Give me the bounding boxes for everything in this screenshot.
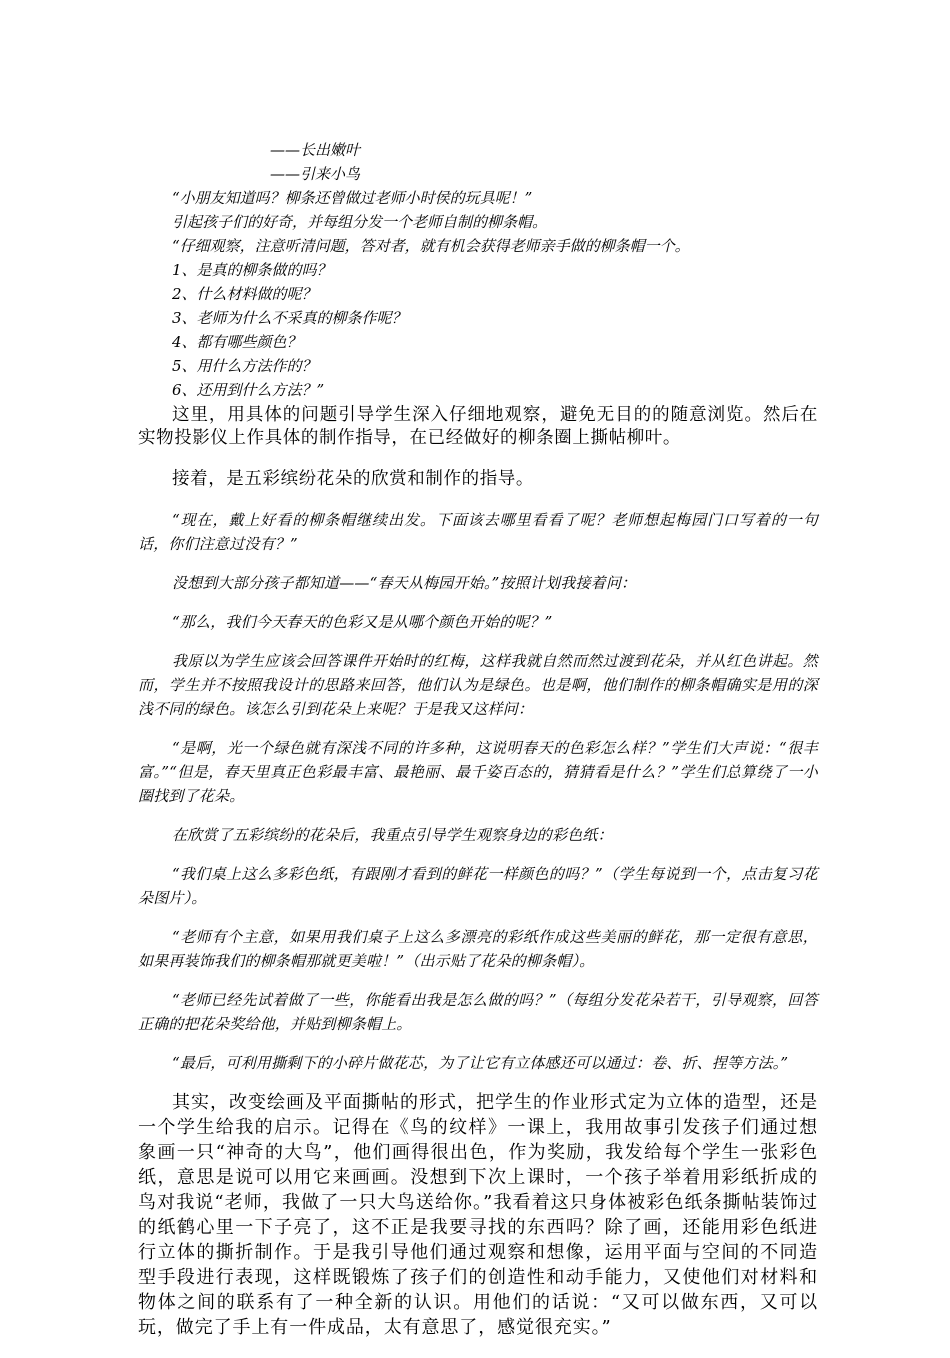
paragraph-teacher-sample: “老师已经先试着做了一些，你能看出我是怎么做的吗？”（每组分发花朵若干，引导观察，回答正确的把花朵奖给他，并贴到柳条帽上。 xyxy=(138,991,818,1033)
question-3: 3、老师为什么不采真的柳条作呢？ xyxy=(172,309,407,327)
paragraph-paper-question: “我们桌上这么多彩色纸，有跟刚才看到的鲜花一样颜色的吗？”（学生每说到一个，点击复习花朵图片）。 xyxy=(138,865,818,907)
paragraph-green-answer: 我原以为学生应该会回答课件开始时的红梅，这样我就自然而然过渡到花朵，并从红色讲起。然而，学生并不按照我设计的思路来回答，他们认为是绿色。也是啊，他们制作的柳条帽确实是用的深浅不同的绿色。该怎么引到花朵上来呢？于是我又这样问： xyxy=(138,652,818,718)
paragraph-colored-paper: 在欣赏了五彩缤纷的花朵后，我重点引导学生观察身边的彩色纸： xyxy=(172,826,613,844)
paragraph-willow-hat-quote: “现在，戴上好看的柳条帽继续出发。下面该去哪里看看了呢？老师想起梅园门口写着的一句话，你们注意过没有？” xyxy=(138,511,818,553)
hat-distribution: 引起孩子们的好奇，并每组分发一个老师自制的柳条帽。 xyxy=(172,213,548,231)
quote-intro: “小朋友知道吗？柳条还曾做过老师小时侯的玩具呢！” xyxy=(172,189,533,207)
question-1: 1、是真的柳条做的吗？ xyxy=(172,261,332,279)
paragraph-observation: 这里，用具体的问题引导学生深入仔细地观察，避免无目的的随意浏览。然后在实物投影仪上作具体的制作指导，在已经做好的柳条圈上撕帖柳叶。 xyxy=(138,405,818,448)
question-4: 4、都有哪些颜色？ xyxy=(172,333,302,351)
paragraph-flowers-intro: 接着，是五彩缤纷花朵的欣赏和制作的指导。 xyxy=(172,468,534,489)
document-body xyxy=(138,138,818,1358)
question-6: 6、还用到什么方法？” xyxy=(172,381,325,399)
paragraph-spring-color-question: “那么，我们今天春天的色彩又是从哪个颜色开始的呢？” xyxy=(172,613,553,631)
subline-2: ——引来小鸟 xyxy=(270,165,361,183)
paragraph-flower-core: “最后，可利用撕剩下的小碎片做花芯，为了让它有立体感还可以通过：卷、折、捏等方法。” xyxy=(172,1054,789,1072)
paragraph-teacher-idea: “老师有个主意，如果用我们桌子上这么多漂亮的彩纸作成这些美丽的鲜花，那一定很有意思，如果再装饰我们的柳条帽那就更美啦！”（出示贴了花朵的柳条帽）。 xyxy=(138,928,818,970)
paragraph-rich-colors: “是啊，光一个绿色就有深浅不同的许多种，这说明春天的色彩怎么样？”学生们大声说：“很丰富。”“但是，春天里真正色彩最丰富、最艳丽、最千姿百态的，猜猜看是什么？”学生们总算绕了一小圈找到了花朵。 xyxy=(138,739,818,805)
observe-instruction: “仔细观察，注意听清问题，答对者，就有机会获得老师亲手做的柳条帽一个。 xyxy=(172,237,690,255)
question-5: 5、用什么方法作的？ xyxy=(172,357,317,375)
subline-1: ——长出嫩叶 xyxy=(270,141,361,159)
paragraph-reflection: 其实，改变绘画及平面撕帖的形式，把学生的作业形式定为立体的造型，还是一个学生给我的启示。记得在《鸟的纹样》一课上，我用故事引发孩子们通过想象画一只“神奇的大鸟”，他们画得很出色，作为奖励，我发给每个学生一张彩色纸，意思是说可以用它来画画。没想到下次上课时，一个孩子举着用彩纸折成的鸟对我说“老师，我做了一只大鸟送给你。”我看着这只身体被彩色纸条撕帖装饰过的纸鹤心里一下子亮了，这不正是我要寻找的东西吗？除了画，还能用彩色纸进行立体的撕折制作。于是我引导他们通过观察和想像，运用平面与空间的不同造型手段进行表现，这样既锻炼了孩子们的创造性和动手能力，又使他们对材料和物体之间的联系有了一种全新的认识。用他们的话说：“又可以做东西，又可以玩，做完了手上有一件成品，太有意思了，感觉很充实。” xyxy=(138,1092,818,1338)
question-2: 2、什么材料做的呢？ xyxy=(172,285,317,303)
paragraph-plum-garden: 没想到大部分孩子都知道——“春天从梅园开始。”按照计划我接着问： xyxy=(172,574,637,592)
